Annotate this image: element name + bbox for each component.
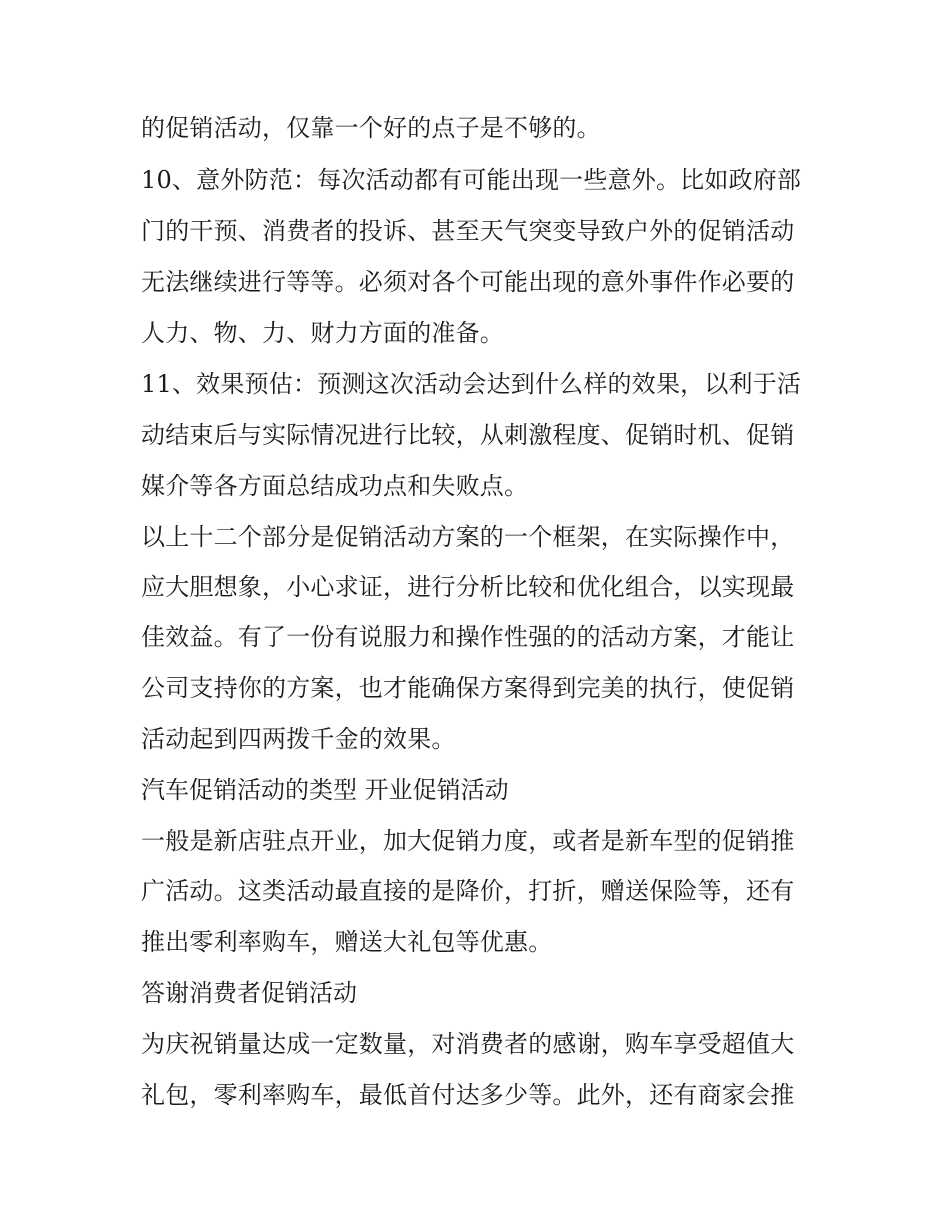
text-line: 10、意外防范：每次活动都有可能出现一些意外。比如政府部 bbox=[141, 166, 802, 194]
text-line: 11、效果预估：预测这次活动会达到什么样的效果，以利于活 bbox=[141, 370, 802, 398]
text-line: 广活动。这类活动最直接的是降价，打折，赠送保险等，还有 bbox=[141, 877, 795, 905]
text-line: 人力、物、力、财力方面的准备。 bbox=[141, 319, 504, 347]
text-line: 以上十二个部分是促销活动方案的一个框架，在实际操作中， bbox=[141, 523, 795, 551]
text-line: 无法继续进行等等。必须对各个可能出现的意外事件作必要的 bbox=[141, 268, 795, 296]
text-line: 活动起到四两拨千金的效果。 bbox=[141, 725, 456, 753]
text-line: 媒介等各方面总结成功点和失败点。 bbox=[141, 472, 529, 500]
text-line: 动结束后与实际情况进行比较，从刺激程度、促销时机、促销 bbox=[141, 421, 795, 449]
text-line: 的促销活动，仅靠一个好的点子是不够的。 bbox=[141, 114, 601, 142]
text-line: 应大胆想象，小心求证，进行分析比较和优化组合，以实现最 bbox=[141, 573, 795, 601]
text-line: 佳效益。有了一份有说服力和操作性强的的活动方案，才能让 bbox=[141, 623, 795, 651]
text-line: 公司支持你的方案，也才能确保方案得到完美的执行，使促销 bbox=[141, 674, 795, 702]
text-line: 推出零利率购车，赠送大礼包等优惠。 bbox=[141, 928, 553, 956]
section-heading: 答谢消费者促销活动 bbox=[141, 979, 357, 1007]
text-line: 一般是新店驻点开业，加大促销力度，或者是新车型的促销推 bbox=[141, 827, 795, 855]
section-heading: 汽车促销活动的类型 开业促销活动 bbox=[141, 776, 509, 804]
text-line: 门的干预、消费者的投诉、甚至天气突变导致户外的促销活动 bbox=[141, 217, 795, 245]
text-line: 为庆祝销量达成一定数量，对消费者的感谢，购车享受超值大 bbox=[141, 1030, 795, 1058]
text-line: 礼包，零利率购车，最低首付达多少等。此外，还有商家会推 bbox=[141, 1081, 795, 1109]
